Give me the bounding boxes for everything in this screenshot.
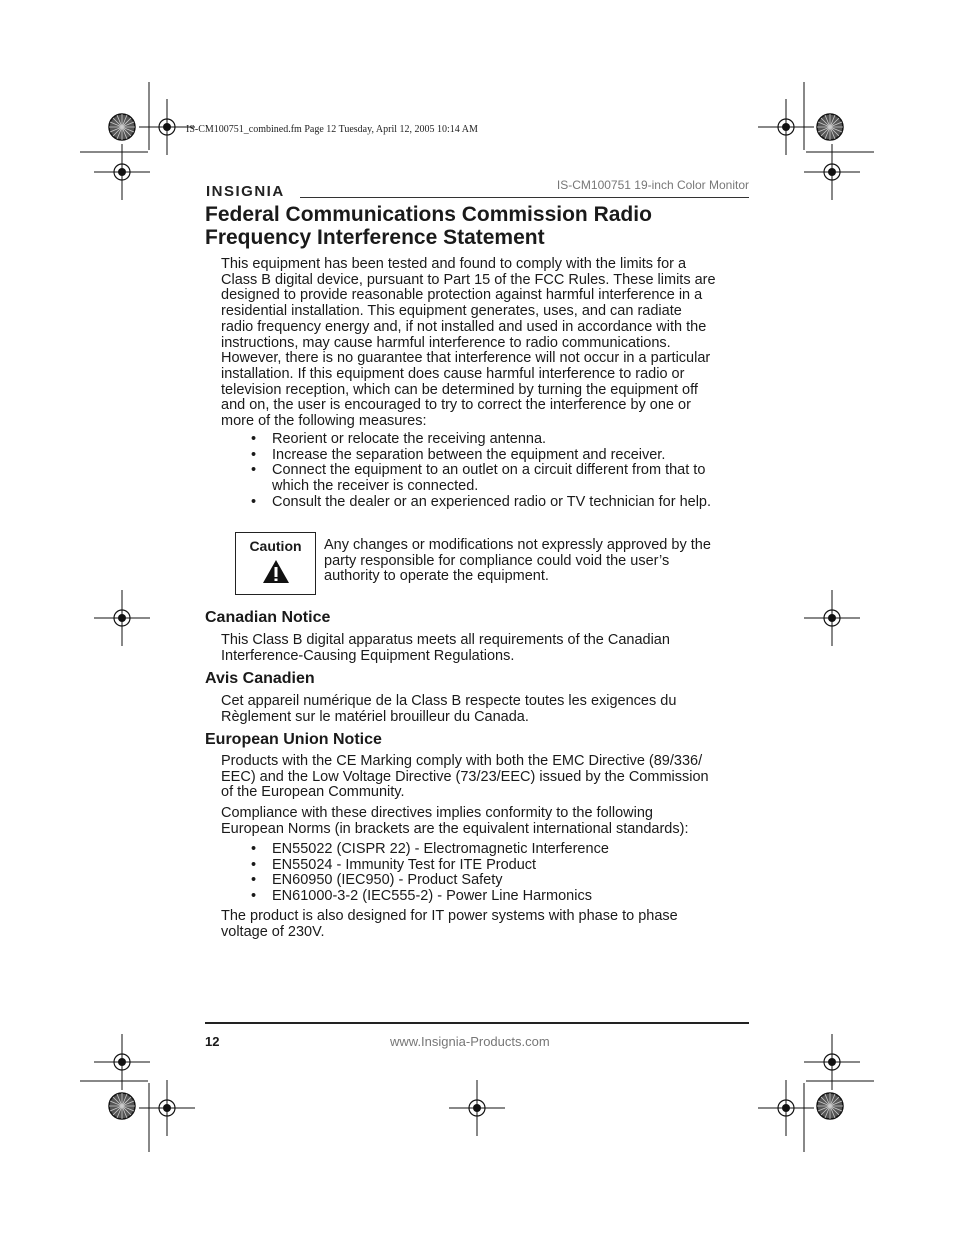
text-line: installation. If this equipment does cause harmful interference to radio or xyxy=(221,365,685,382)
fcc-title xyxy=(205,203,765,249)
text-line: European Norms (in brackets are the equivalent international standards): xyxy=(221,820,689,837)
footer-rule xyxy=(205,1022,749,1024)
insignia-logo: INSIGNIA xyxy=(206,183,285,200)
text-line: voltage of 230V. xyxy=(221,923,325,940)
text-line: designed to provide reasonable protection against harmful interference in a xyxy=(221,287,703,304)
text-line: Cet appareil numérique de la Class B respecte toutes les exigences du xyxy=(221,693,677,709)
text-line: This Class B digital apparatus meets all requirements of the Canadian xyxy=(221,632,670,648)
eu-notice-heading: European Union Notice xyxy=(205,731,382,748)
text-line: However, there is no guarantee that interference will not occur in a particular xyxy=(221,350,711,367)
header-rule xyxy=(300,197,749,198)
caution-label: Caution xyxy=(249,538,302,554)
text-line: Increase the separation between the equipment and receiver. xyxy=(272,446,666,463)
text-line: radio frequency energy and, if not installed and used in accordance with the xyxy=(221,318,707,335)
caution-box xyxy=(235,532,316,595)
fcc-title-line: Federal Communications Commission Radio xyxy=(205,203,652,226)
text-line: television reception, which can be determined by turning the equipment off xyxy=(221,381,698,398)
avis-canadien-heading: Avis Canadien xyxy=(205,670,315,687)
eu-norms-list xyxy=(221,842,751,905)
warning-icon xyxy=(262,559,290,584)
text-line: Règlement sur le matériel brouilleur du Canada. xyxy=(221,708,529,725)
text-line: EN55022 (CISPR 22) - Electromagnetic Interference xyxy=(272,841,609,857)
list-item xyxy=(221,463,751,494)
canadian-notice-heading: Canadian Notice xyxy=(205,609,331,626)
text-line: EEC) and the Low Voltage Directive (73/23/EEC) issued by the Commission xyxy=(221,768,709,785)
text-line: Products with the CE Marking comply with both the EMC Directive (89/336/ xyxy=(221,753,703,769)
fcc-title-line: Frequency Interference Statement xyxy=(205,226,545,249)
list-item xyxy=(221,858,751,874)
header-model-title: IS-CM100751 19-inch Color Monitor xyxy=(556,178,749,192)
text-line: instructions, may cause harmful interference to radio communications. xyxy=(221,334,671,351)
eu-paragraph-2 xyxy=(221,806,751,837)
text-line: Interference-Causing Equipment Regulations. xyxy=(221,647,515,664)
text-line: authority to operate the equipment. xyxy=(324,568,549,585)
text-line: and on, the user is encouraged to try to correct the interference by one or xyxy=(221,397,691,414)
text-line: Reorient or relocate the receiving antenna. xyxy=(272,431,547,447)
list-item xyxy=(221,432,751,448)
fcc-measures-list xyxy=(221,432,751,511)
fcc-paragraph xyxy=(221,257,751,430)
text-line: Compliance with these directives implies conformity to the following xyxy=(221,805,653,821)
eu-paragraph-3 xyxy=(221,909,751,940)
footer-url: www.Insignia-Products.com xyxy=(390,1034,550,1049)
eu-paragraph-1 xyxy=(221,754,751,801)
list-item xyxy=(221,842,751,858)
text-line: Consult the dealer or an experienced radio or TV technician for help. xyxy=(272,493,712,510)
text-line: residential installation. This equipment generates, uses, and can radiate xyxy=(221,303,682,320)
text-line: EN55024 - Immunity Test for ITE Product xyxy=(272,856,537,873)
caution-text xyxy=(324,538,749,585)
text-line: EN61000-3-2 (IEC555-2) - Power Line Harmonics xyxy=(272,888,592,905)
text-line: Any changes or modifications not expressly approved by the xyxy=(324,537,711,553)
text-line: This equipment has been tested and found to comply with the limits for a xyxy=(221,256,687,272)
print-slug-line: IS-CM100751_combined.fm Page 12 Tuesday, April 12, 2005 10:14 AM xyxy=(186,124,478,135)
page-number: 12 xyxy=(205,1034,220,1049)
text-line: which the receiver is connected. xyxy=(272,478,479,495)
text-line: Connect the equipment to an outlet on a circuit different from that to xyxy=(272,462,706,479)
text-line: party responsible for compliance could void the user’s xyxy=(324,552,670,569)
text-line: Class B digital device, pursuant to Part 15 of the FCC Rules. These limits are xyxy=(221,271,716,288)
list-item xyxy=(221,873,751,889)
text-line: The product is also designed for IT power systems with phase to phase xyxy=(221,908,678,924)
list-item xyxy=(221,889,751,905)
text-line: of the European Community. xyxy=(221,784,405,801)
list-item xyxy=(221,448,751,464)
avis-canadien-text xyxy=(221,694,751,725)
list-item xyxy=(221,495,751,511)
canadian-notice-text xyxy=(221,633,751,664)
text-line: EN60950 (IEC950) - Product Safety xyxy=(272,872,503,889)
text-line: more of the following measures: xyxy=(221,413,427,430)
